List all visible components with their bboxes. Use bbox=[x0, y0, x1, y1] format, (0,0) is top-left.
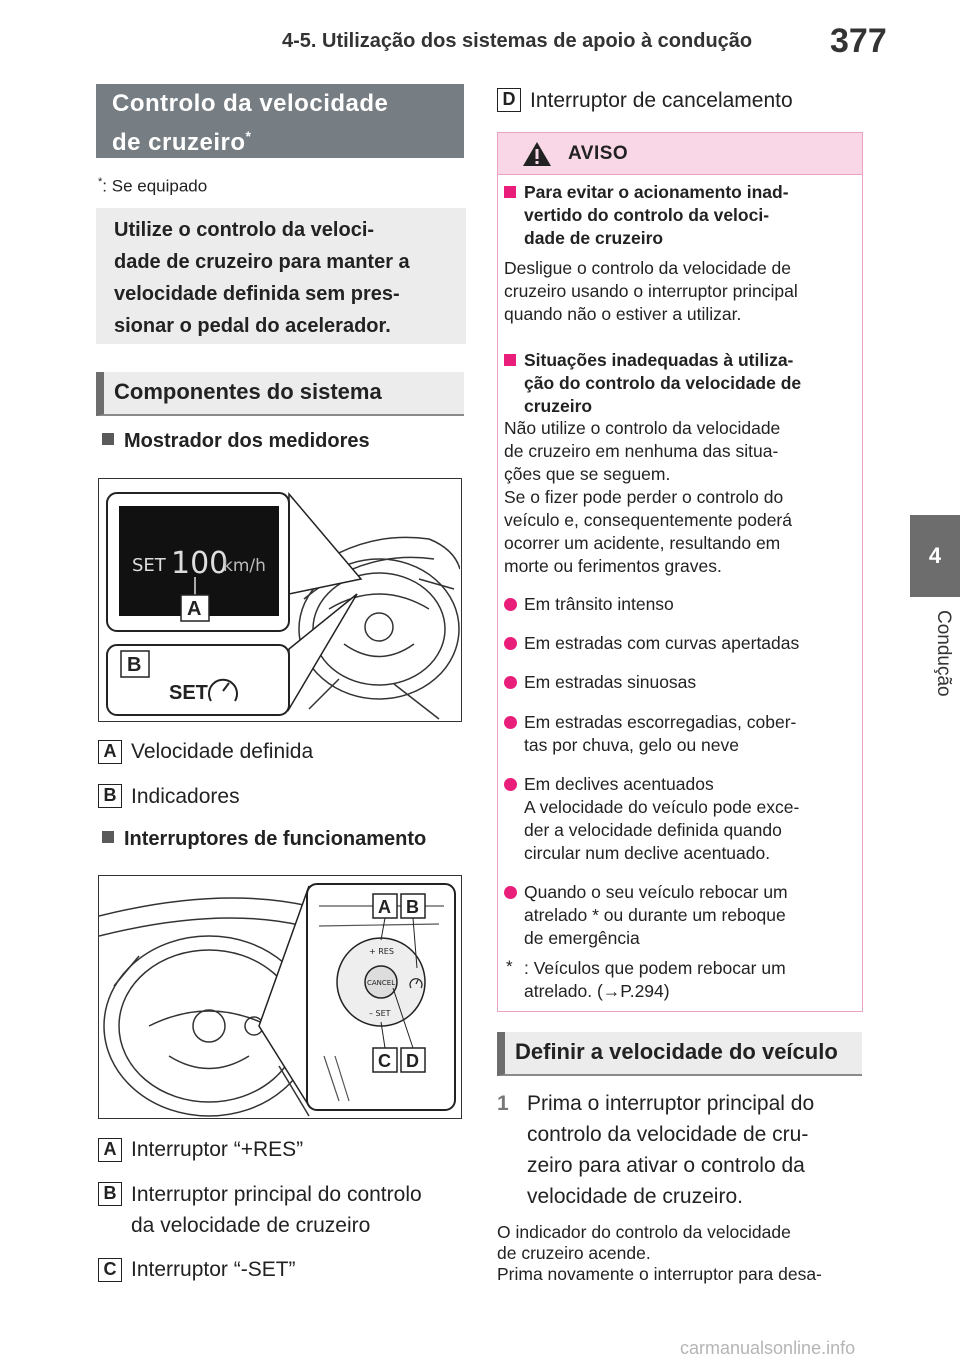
chapter-label: Condução bbox=[933, 610, 954, 697]
switches-illustration bbox=[99, 876, 460, 1117]
legend-letter-b: B bbox=[98, 1182, 122, 1206]
warning-bullet-5: Em declives acentuados A velocidade do veículo pode exce- der a velocidade definida quando circular num declive acentuado. bbox=[504, 773, 856, 865]
legend-letter-c: C bbox=[98, 1258, 122, 1282]
warning-header bbox=[498, 133, 862, 175]
callout-d: D bbox=[406, 1051, 419, 1071]
set-prefix-text: SET bbox=[132, 555, 166, 576]
legend-text-a: Velocidade definida bbox=[131, 740, 314, 763]
chapter-tab[interactable]: 4 bbox=[910, 515, 960, 597]
legend-text-a: Interruptor “+RES” bbox=[131, 1138, 304, 1161]
step-1-note: O indicador do controlo da velocidade de cruzeiro acende. Prima novamente o interruptor para desa- bbox=[497, 1222, 822, 1284]
callout-c: C bbox=[378, 1051, 391, 1071]
warning-title: AVISO bbox=[568, 143, 629, 164]
banner-line-1: Controlo da velocidade bbox=[112, 90, 389, 117]
set-speed-unit: km/h bbox=[223, 556, 266, 576]
define-speed-heading: Definir a velocidade do veículo bbox=[497, 1032, 862, 1076]
legend-letter-b: B bbox=[98, 784, 122, 808]
callout-b: B bbox=[127, 654, 142, 676]
set-speed-value: 100 bbox=[171, 546, 229, 581]
warning-heading-2: Situações inadequadas à utiliza- ção do controlo da velocidade de cruzeiro bbox=[504, 349, 856, 418]
warning-bullet-4: Em estradas escorregadias, cober- tas por chuva, gelo ou neve bbox=[504, 711, 856, 757]
intro-box: Utilize o controlo da veloci- dade de cruzeiro para manter a velocidade definida sem pres- sionar o pedal do acelerador. bbox=[96, 208, 466, 344]
warning-bullet-2: Em estradas com curvas apertadas bbox=[504, 632, 856, 655]
warning-footnote: * : Veículos que podem rebocar um atrelado. (→P.294) bbox=[506, 957, 786, 1001]
callout-b: B bbox=[406, 897, 419, 917]
warning-bullet-1: Em trânsito intenso bbox=[504, 593, 856, 616]
step-1: 1 Prima o interruptor principal do controlo da velocidade de cru- zeiro para ativar o controlo da velocidade de cruzeiro. bbox=[497, 1088, 863, 1212]
warning-paragraph-2: Não utilize o controlo da velocidade de cruzeiro em nenhuma das situa- ções que se seguem. Se o fizer pode perder o controlo do veículo e, consequentemente poderá ocorrer um acidente, resultando em morte ou ferimentos graves. bbox=[504, 418, 792, 576]
warning-paragraph-1: Desligue o controlo da velocidade de cruzeiro usando o interruptor principal quando não o estiver a utilizar. bbox=[504, 258, 798, 324]
running-header: 4-5. Utilização dos sistemas de apoio à condução bbox=[282, 30, 753, 52]
warning-heading-1: Para evitar o acionamento inad- vertido do controlo da veloci- dade de cruzeiro bbox=[504, 181, 856, 250]
callout-a: A bbox=[187, 598, 202, 620]
equipped-footnote: *: Se equipado bbox=[98, 176, 208, 196]
switches-figure bbox=[98, 875, 462, 1119]
legend-text-b: Interruptor principal do controlo da velocidade de cruzeiro bbox=[131, 1183, 422, 1237]
page-number: 377 bbox=[830, 22, 887, 60]
set-label: – SET bbox=[369, 1009, 391, 1018]
set-indicator-text: SET bbox=[169, 682, 208, 704]
legend-letter-a: A bbox=[98, 740, 122, 764]
legend-text-b: Indicadores bbox=[131, 785, 240, 808]
meters-subheading: Mostrador dos medidores bbox=[102, 430, 370, 453]
legend-text-d: Interruptor de cancelamento bbox=[530, 89, 793, 112]
res-label: + RES bbox=[369, 947, 394, 956]
legend-letter-a: A bbox=[98, 1138, 122, 1162]
step-number: 1 bbox=[497, 1092, 509, 1115]
meter-figure bbox=[98, 478, 462, 722]
warning-triangle-icon bbox=[522, 141, 552, 167]
legend-text-c: Interruptor “-SET” bbox=[131, 1258, 296, 1281]
components-heading: Componentes do sistema bbox=[96, 372, 464, 416]
switches-subheading: Interruptores de funcionamento bbox=[102, 828, 426, 851]
warning-box bbox=[497, 132, 863, 1012]
watermark: carmanualsonline.info bbox=[680, 1338, 856, 1358]
legend-letter-d: D bbox=[497, 88, 521, 112]
callout-a: A bbox=[378, 897, 391, 917]
warning-bullet-6: Quando o seu veículo rebocar um atrelado * ou durante um reboque de emergência bbox=[504, 881, 856, 950]
section-banner bbox=[96, 84, 464, 158]
warning-bullet-3: Em estradas sinuosas bbox=[504, 671, 856, 694]
cancel-label: CANCEL bbox=[367, 979, 396, 987]
banner-line-2: de cruzeiro* bbox=[112, 128, 252, 156]
meter-illustration bbox=[99, 479, 460, 720]
